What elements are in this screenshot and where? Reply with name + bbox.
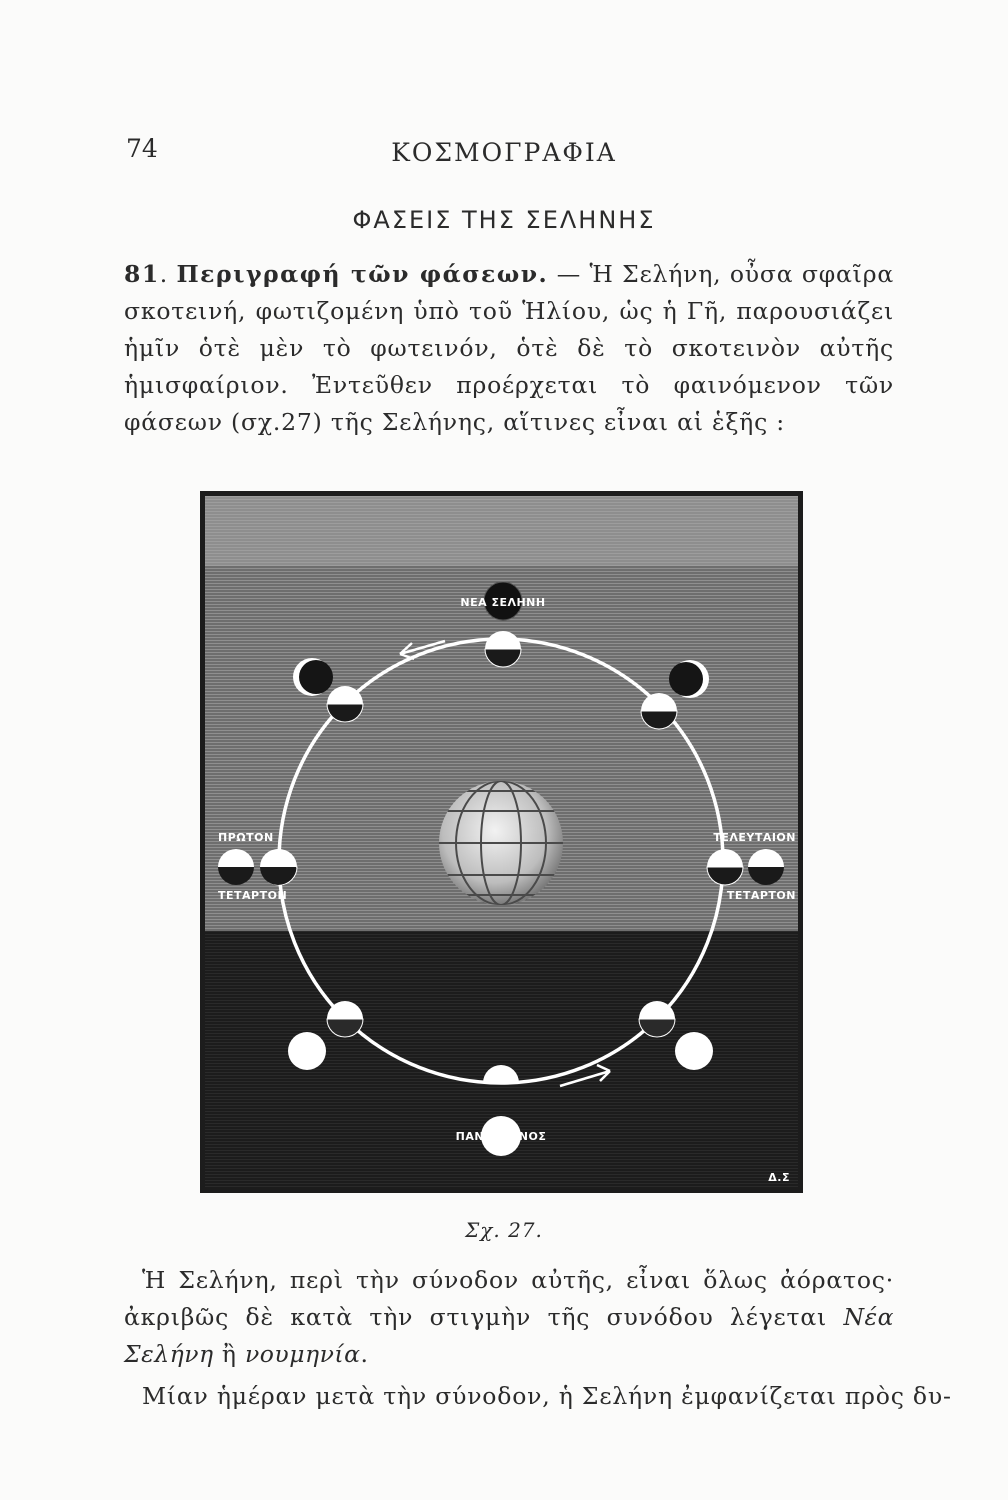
section-heading: Περιγραφή τῶν φάσεων. — [176, 260, 549, 288]
waning-gibbous-moon — [675, 1032, 713, 1070]
section-number: 81 — [124, 260, 160, 288]
waxing-gibbous-moon — [288, 1032, 326, 1070]
last-quarter-moon — [748, 849, 784, 885]
running-head: ΚΟΣΜΟΓΡΑΦΙΑ — [391, 138, 617, 167]
paragraph-phases-description: 81. Περιγραφή τῶν φάσεων. — Ἡ Σελήνη, οὖσα σφαῖρα σκοτεινή, φωτιζομένη ὑπὸ τοῦ Ἡλίου, ὡς ἡ Γῆ, παρουσιάζει ἡμῖν ὁτὲ μὲν τὸ φωτεινόν, ὁτὲ δὲ τὸ σκοτεινὸν αὐτῆς ἡμισφαίριον. Ἐντεῦθεν προέρχεται τὸ φαινόμενον τῶν φάσεων (σχ.27) τῆς Σελήνης, αἵτινες εἶναι αἱ ἑξῆς : — [124, 260, 894, 436]
term-new-moon: Νέα Σελήνη — [124, 1303, 894, 1368]
earth-globe — [439, 781, 563, 905]
moon-orbit-lower-right — [639, 1001, 675, 1037]
last-quarter-label-top: ΤΕΛΕΥΤΑΙΟΝ — [713, 831, 796, 844]
first-quarter-label-top: ΠΡΩΤΟΝ — [218, 831, 274, 844]
paragraph-text: Ἡ Σελήνη, περὶ τὴν σύνοδον αὐτῆς, εἶναι ὅλως ἀόρατος· ἀκριβῶς δὲ κατὰ τὴν στιγμὴν τῆς συνόδου λέγεται — [124, 1266, 894, 1331]
figure-caption: Σχ. 27. — [465, 1218, 543, 1242]
first-quarter-moon-left — [218, 849, 254, 885]
first-quarter-label-bottom: ΤΕΤΑΡΤΟΝ — [218, 889, 288, 902]
moon-phases-figure — [200, 491, 803, 1193]
paragraph-new-moon — [124, 1262, 894, 1373]
page-number: 74 — [126, 134, 158, 163]
paragraph-connector: ἢ — [213, 1340, 245, 1368]
engraver-signature: Δ.Σ — [768, 1171, 790, 1184]
paragraph-next-day: Μίαν ἡμέραν μετὰ τὴν σύνοδον, ἡ Σελήνη ἐμφανίζεται πρὸς δυ- — [142, 1382, 952, 1410]
section-title: ΦΑΣΕΙΣ ΤΗΣ ΣΕΛΗΝΗΣ — [352, 206, 656, 234]
moon-orbit-upper-left — [327, 686, 363, 722]
paragraph-end: . — [360, 1340, 369, 1368]
moon-orbit-right — [707, 849, 743, 885]
moon-orbit-upper-right — [641, 693, 677, 729]
paragraph-body: — Ἡ Σελήνη, οὖσα σφαῖρα σκοτεινή, φωτιζομένη ὑπὸ τοῦ Ἡλίου, ὡς ἡ Γῆ, παρουσιάζει ἡμῖν ὁτὲ μὲν τὸ φωτεινόν, ὁτὲ δὲ τὸ σκοτεινὸν αὐτῆς ἡμισφαίριον. Ἐντεῦθεν προέρχεται τὸ φαινόμενον τῶν φάσεων (σχ.27) τῆς Σελήνης, αἵτινες εἶναι αἱ ἑξῆς : — [124, 260, 894, 436]
term-noumenia: νουμηνία — [245, 1340, 361, 1368]
moon-orbit-lower-left — [327, 1001, 363, 1037]
last-quarter-label-bottom: ΤΕΤΑΡΤΟΝ — [726, 889, 796, 902]
moon-orbit-top — [485, 631, 521, 667]
new-moon-label: ΝΕΑ ΣΕΛΗΝΗ — [460, 596, 546, 609]
full-moon-label: ΠΑΝΣΕΛΗΝΟΣ — [455, 1130, 547, 1143]
